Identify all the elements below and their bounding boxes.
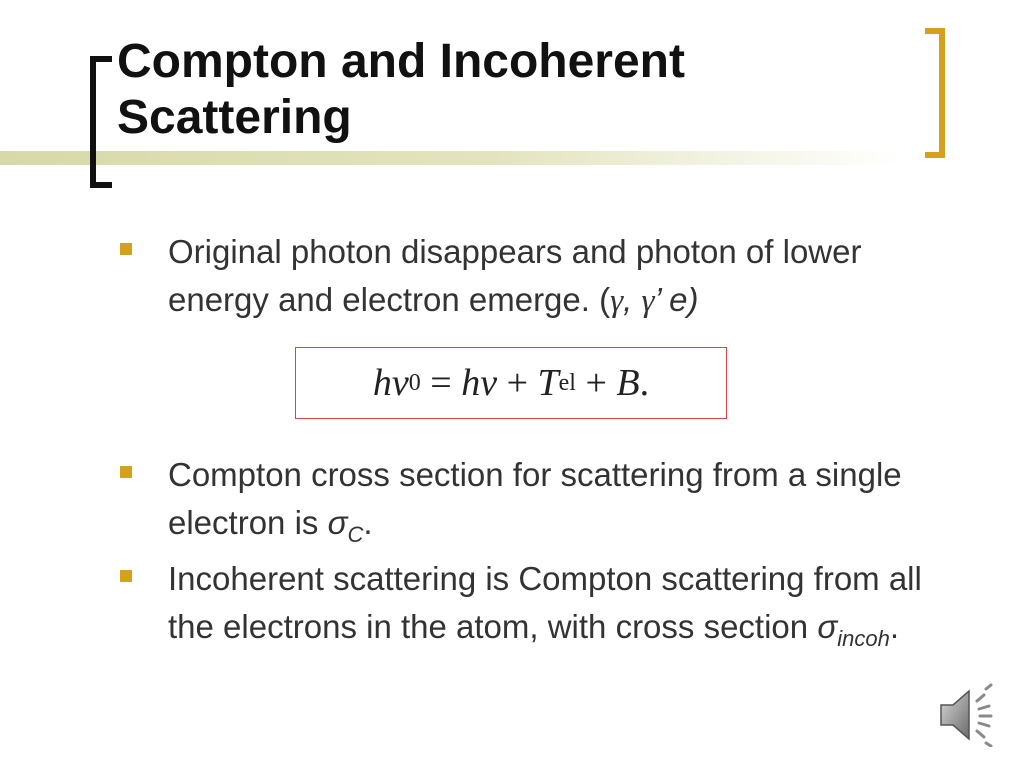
- bullet-3-text: Incoherent scattering is Compton scattering from all the electrons in the atom, with cross section: [168, 560, 922, 645]
- right-bracket-decoration: [925, 28, 945, 158]
- formula-nu2: ν: [480, 362, 498, 404]
- formula-nu: ν: [391, 362, 409, 404]
- formula-sub-el: el: [558, 369, 576, 396]
- sigma-symbol: σ: [817, 608, 838, 645]
- bullet-1-text: Original photon disappears and photon of lower energy and electron emerge. (: [168, 233, 862, 318]
- formula-dot: .: [639, 362, 650, 404]
- bullet-marker-icon: [120, 466, 132, 478]
- formula-h2: h: [461, 362, 481, 404]
- formula-equals: =: [420, 362, 462, 404]
- bullet-2-text: Compton cross section for scattering from a single electron is: [168, 456, 902, 541]
- formula-plus2: +: [575, 362, 617, 404]
- formula-plus: +: [497, 362, 538, 404]
- slide-title-line2: Scattering: [117, 91, 352, 144]
- sigma-symbol: σ: [327, 504, 348, 541]
- compton-energy-formula: [295, 347, 727, 419]
- speaker-icon[interactable]: [935, 683, 1007, 747]
- bullet-item-2: [168, 451, 958, 547]
- formula-sub0: 0: [408, 369, 421, 396]
- sigma-subscript-incoh: incoh: [837, 626, 890, 651]
- bullet-2-end: .: [363, 504, 373, 541]
- slide-title-line1: Compton and Incoherent: [117, 35, 685, 88]
- formula-h: h: [372, 362, 392, 404]
- left-bracket-decoration: [90, 56, 112, 188]
- bullet-3-end: .: [889, 608, 899, 645]
- bullet-item-3: [168, 555, 958, 651]
- formula-T: T: [537, 362, 559, 404]
- gamma-symbol: γ: [610, 283, 624, 319]
- title-underline-bar: [0, 151, 900, 165]
- bullet-marker-icon: [120, 243, 132, 255]
- slide-title: [117, 34, 685, 146]
- bullet-marker-icon: [120, 570, 132, 582]
- sigma-subscript-c: C: [347, 522, 364, 547]
- bullet-1-prime-e: ’ e): [654, 281, 699, 318]
- bullet-item-1: [168, 228, 958, 325]
- bullet-1-comma: ,: [623, 281, 642, 318]
- formula-B: B: [616, 362, 640, 404]
- gamma-prime-symbol: γ: [641, 283, 655, 319]
